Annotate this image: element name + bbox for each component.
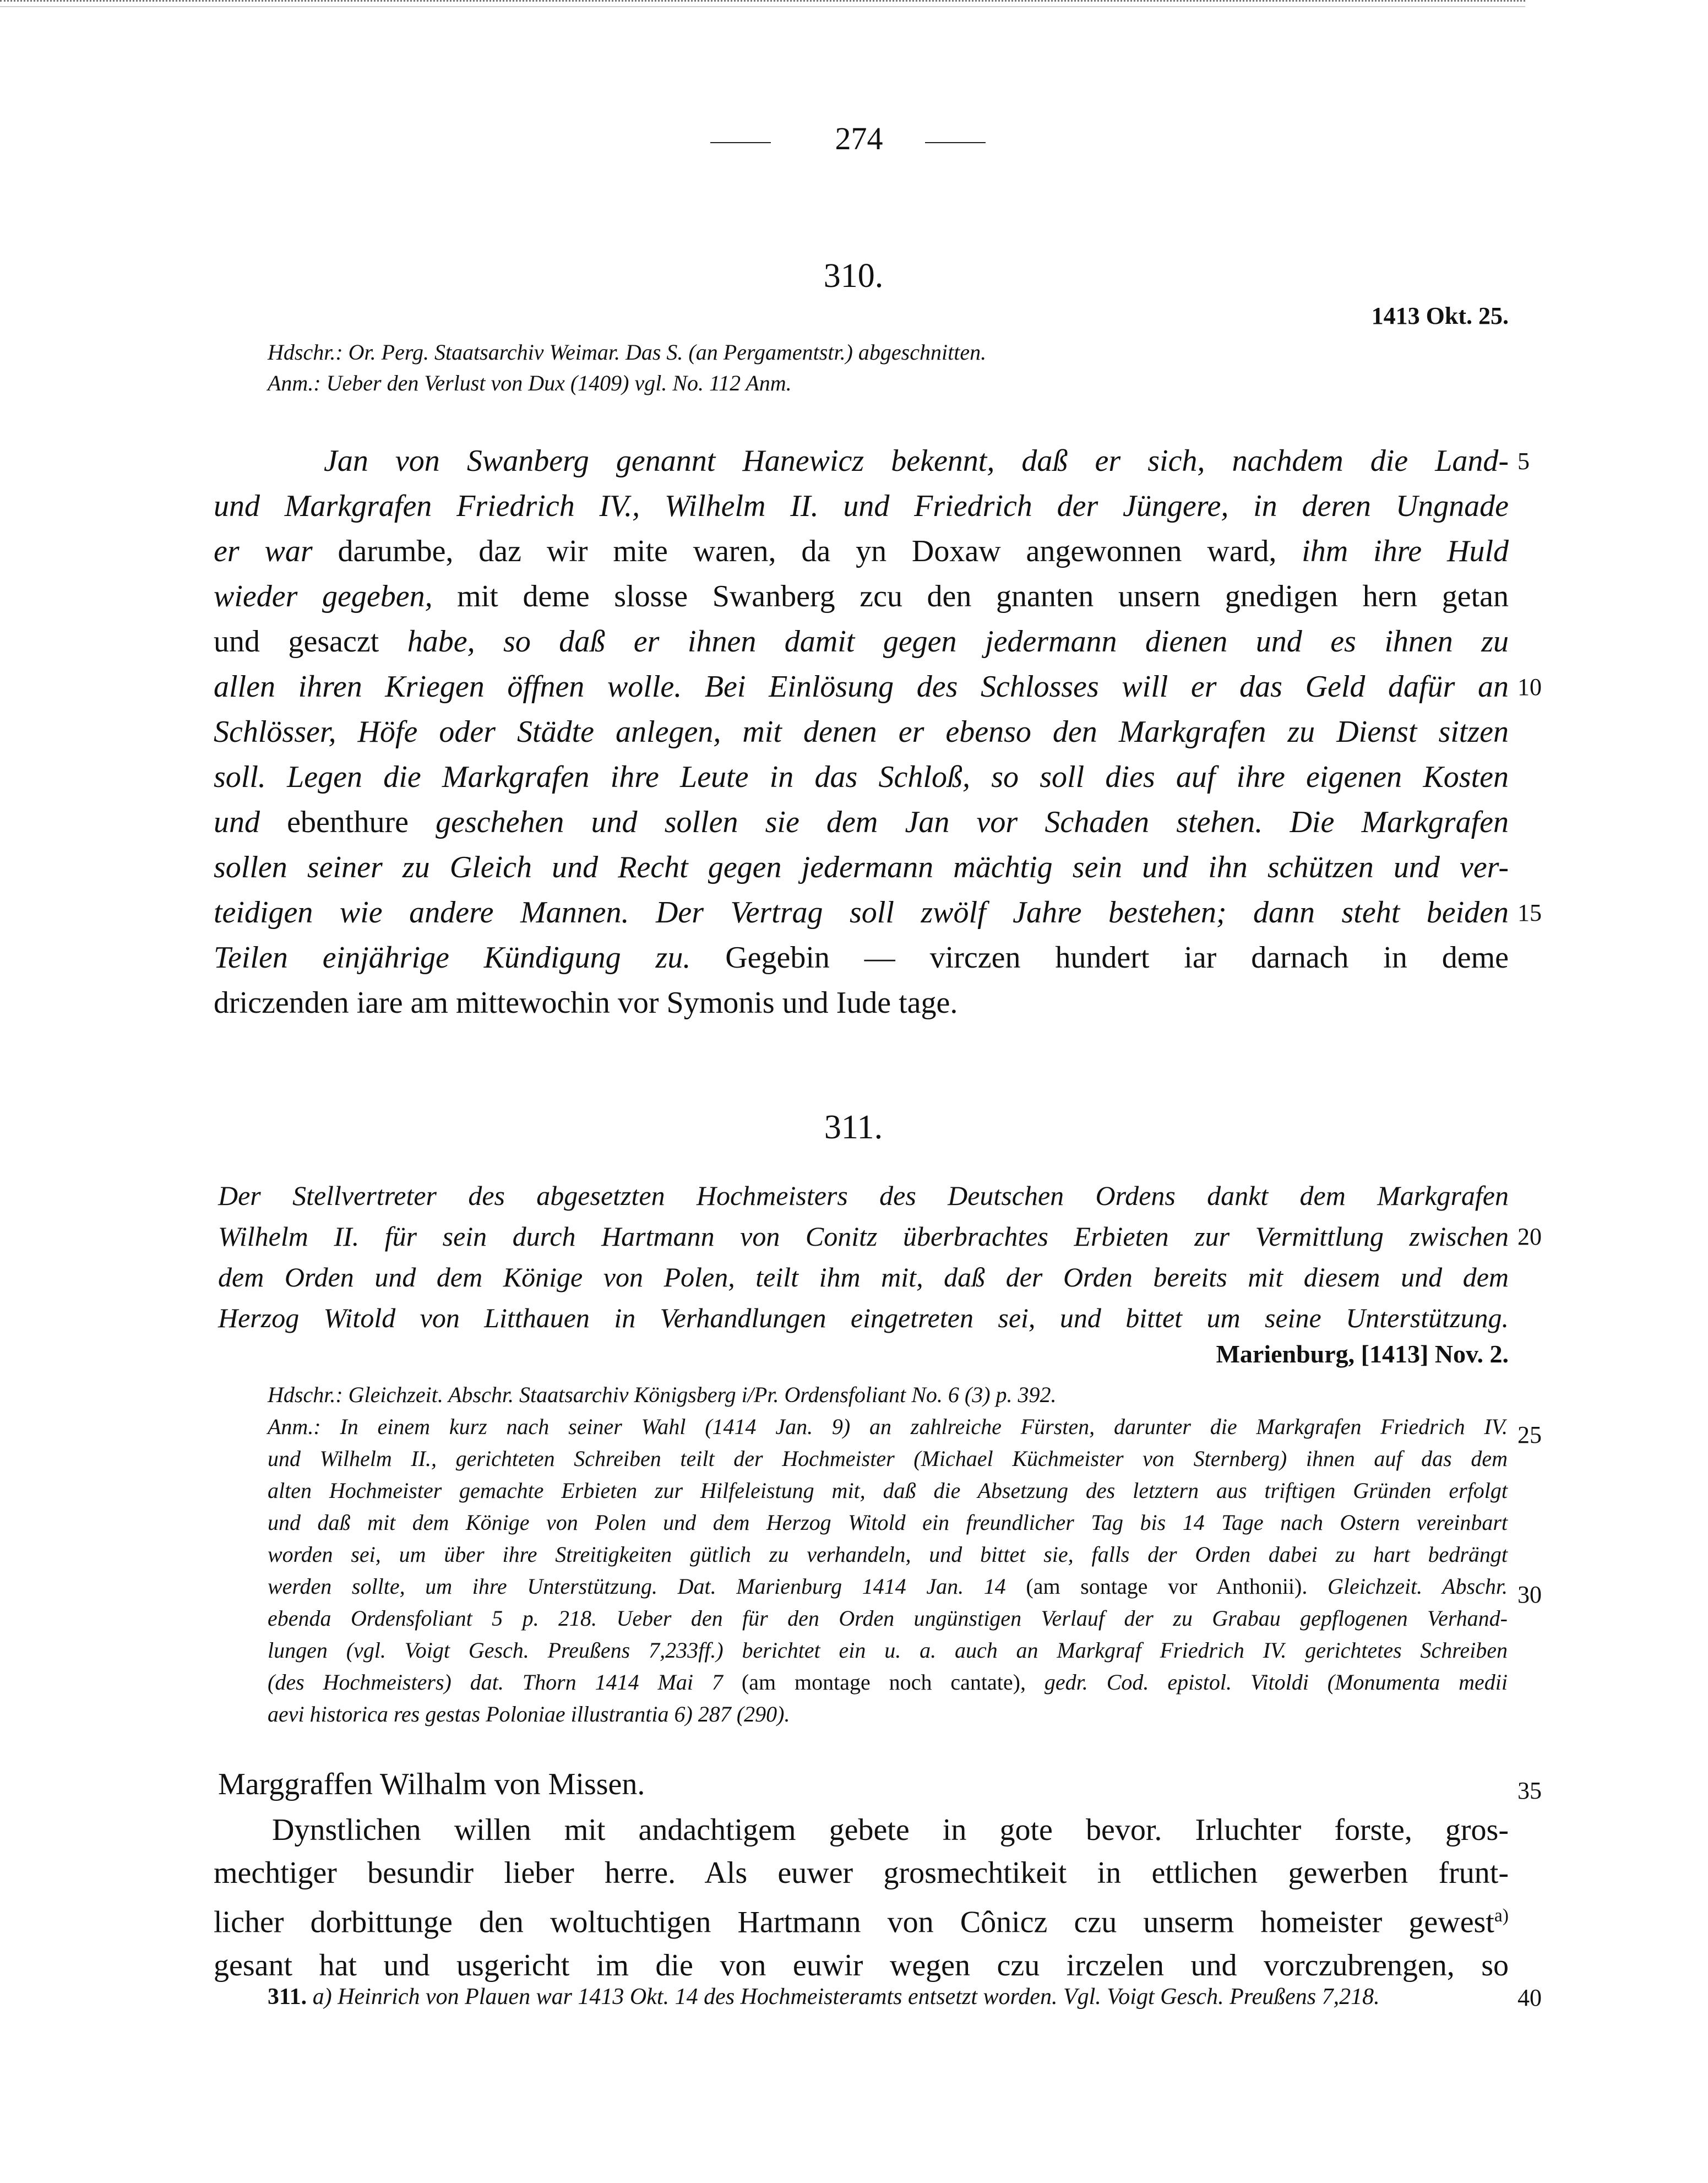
note-line <box>268 1411 1508 1443</box>
text-line <box>214 709 1509 754</box>
page-number: 274 <box>835 121 883 156</box>
note-line <box>268 1571 1508 1603</box>
italic-segment: lungen (vgl. Voigt Gesch. Preußens 7,233ff.) berichtet ein u. a. auch an Markgraf Friedrich IV. gerichtetes Schreiben <box>268 1638 1508 1663</box>
letter-address: Marggraffen Wilhalm von Missen. <box>218 1767 645 1801</box>
footnote-ref: 311. <box>268 1984 307 2010</box>
document-number-311: 311. <box>824 1109 883 1146</box>
text-line <box>214 574 1509 619</box>
text-segment: gesant hat und usgericht im die von euwir wegen czu irczelen und vorczubrengen, so <box>214 1948 1509 1983</box>
italic-segment: soll. Legen die Markgrafen ihre Leute in das Schloß, so soll dies auf ihre eigenen Kosten <box>214 760 1509 794</box>
italic-segment: Teilen einjährige Kündigung zu. <box>214 941 691 975</box>
note-line <box>268 1603 1508 1634</box>
text-segment: Gegebin — virczen hundert iar darnach in deme <box>690 941 1509 975</box>
italic-segment: allen ihren Kriegen öffnen wolle. Bei Einlösung des Schlosses will er das Geld dafür an <box>214 670 1509 704</box>
text-line <box>214 1944 1509 1987</box>
summary-line: dem Orden und dem Könige von Polen, teilt ihm mit, daß der Orden bereits mit diesem und dem <box>218 1262 1509 1293</box>
text-line <box>214 800 1509 845</box>
document-number-310: 310. <box>823 257 884 295</box>
text-line <box>214 438 1509 484</box>
regest-summary-311 <box>218 1175 1509 1338</box>
line-number-30: 30 <box>1517 1581 1542 1608</box>
line-number-15: 15 <box>1517 899 1542 926</box>
italic-segment: worden sei, um über ihre Streitigkeiten gütlich zu verhandeln, und bittet sie, falls der Orden dabei zu hart bedrängt <box>268 1542 1508 1567</box>
italic-segment: ihm ihre Huld <box>1302 534 1509 568</box>
italic-segment: Jan von Swanberg genannt Hanewicz bekennt, daß er sich, nachdem die Land- <box>324 444 1509 478</box>
text-segment: (am montage noch cantate), <box>722 1670 1045 1695</box>
italic-segment: Hdschr.: Gleichzeit. Abschr. Staatsarchiv Königsberg i/Pr. Ordensfoliant No. 6 (3) p. 392. <box>268 1382 1057 1407</box>
italic-segment: gedr. Cod. epistol. Vitoldi (Monumenta medii <box>1044 1670 1508 1695</box>
italic-segment: geschehen und sollen sie dem Jan vor Schaden stehen. Die Markgrafen <box>436 805 1509 839</box>
text-line <box>214 890 1509 935</box>
italic-segment: und Markgrafen Friedrich IV., Wilhelm II. und Friedrich der Jüngere, in deren Ungnade <box>214 489 1509 523</box>
note-line <box>268 1475 1508 1507</box>
note-line <box>268 1634 1508 1666</box>
line-number-40: 40 <box>1517 1984 1542 2011</box>
document-date-310: 1413 Okt. 25. <box>1371 302 1509 329</box>
note-line <box>268 1666 1508 1698</box>
text-line <box>214 980 1509 1025</box>
line-number-25: 25 <box>1517 1421 1542 1448</box>
text-segment: mechtiger besundir lieber herre. Als euwer grosmechtikeit in ettlichen gewerben frunt- <box>214 1856 1509 1890</box>
italic-segment: alten Hochmeister gemachte Erbieten zur Hilfeleistung mit, daß die Absetzung des letztern aus triftigen Gründen erfolgt <box>268 1478 1508 1503</box>
text-line <box>214 1851 1509 1894</box>
source-line: Hdschr.: Or. Perg. Staatsarchiv Weimar. Das S. (an Pergamentstr.) abgeschnitten. <box>268 340 987 365</box>
text-segment: ebenthure <box>260 805 436 839</box>
italic-segment: (des Hochmeisters) dat. Thorn 1414 Mai 7 <box>268 1670 723 1695</box>
note-line <box>268 1539 1508 1571</box>
text-line <box>214 1894 1509 1944</box>
line-number-10: 10 <box>1517 674 1542 700</box>
source-note-310 <box>268 337 1479 399</box>
footnote <box>268 1984 1509 2010</box>
italic-segment: wieder gegeben, <box>214 579 433 613</box>
footnote-marker: a) <box>1494 1905 1509 1926</box>
source-line: Anm.: Ueber den Verlust von Dux (1409) vgl. No. 112 Anm. <box>268 371 792 395</box>
note-line <box>268 1698 1508 1730</box>
note-line <box>268 1443 1508 1475</box>
text-line <box>214 935 1509 980</box>
line-number-5: 5 <box>1517 448 1530 475</box>
italic-segment: ebenda Ordensfoliant 5 p. 218. Ueber den für den Orden ungünstigen Verlauf der zu Grabau gepflogenen Verhand- <box>268 1606 1508 1631</box>
note-line <box>268 1379 1508 1411</box>
text-segment: und gesaczt <box>214 625 407 659</box>
text-segment: Dynstlichen willen mit andachtigem gebete in gote bevor. Irluchter forste, gros- <box>272 1813 1509 1847</box>
text-line <box>214 664 1509 709</box>
scan-top-edge <box>0 0 1525 7</box>
header-rule-left <box>710 142 771 143</box>
text-segment: driczenden iare am mittewochin vor Symonis und Iude tage. <box>214 986 958 1020</box>
italic-segment: Gleichzeit. Abschr. <box>1328 1574 1508 1599</box>
italic-segment: er war <box>214 534 313 568</box>
regest-text-310 <box>214 438 1509 1025</box>
text-line <box>214 1809 1509 1851</box>
text-segment: darumbe, daz wir mite waren, da yn Doxaw angewonnen ward, <box>312 534 1302 568</box>
text-segment: licher dorbittunge den woltuchtigen Hartmann von Cônicz czu unserm homeister gewest <box>214 1905 1494 1940</box>
header-rule-right <box>925 142 986 143</box>
text-line <box>214 529 1509 574</box>
note-line <box>268 1507 1508 1539</box>
line-number-20: 20 <box>1517 1223 1542 1250</box>
italic-segment: teidigen wie andere Mannen. Der Vertrag soll zwölf Jahre bestehen; dann steht beiden <box>214 895 1509 930</box>
text-segment: mit deme slosse Swanberg zcu den gnanten unsern gnedigen hern getan <box>432 579 1509 613</box>
text-line <box>214 754 1509 800</box>
summary-line: Herzog Witold von Litthauen in Verhandlungen eingetreten sei, und bittet um seine Unterstützung. <box>218 1302 1509 1333</box>
letter-text-311 <box>214 1809 1509 1987</box>
italic-segment: werden sollte, um ihre Unterstützung. Dat. Marienburg 1414 Jan. 14 <box>268 1574 1006 1599</box>
summary-line: Der Stellvertreter des abgesetzten Hochmeisters des Deutschen Ordens dankt dem Markgrafen <box>218 1180 1509 1211</box>
italic-segment: sollen seiner zu Gleich und Recht gegen jedermann mächtig sein und ihn schützen und ver- <box>214 850 1509 884</box>
italic-segment: und Wilhelm II., gerichteten Schreiben teilt der Hochmeister (Michael Küchmeister von Sternberg) ihnen auf das dem <box>268 1446 1508 1471</box>
footnote-text: a) Heinrich von Plauen war 1413 Okt. 14 des Hochmeisteramts entsetzt worden. Vgl. Voigt Gesch. Preußens 7,218. <box>312 1984 1380 2010</box>
italic-segment: und <box>214 805 260 839</box>
italic-segment: aevi historica res gestas Poloniae illustrantia 6) 287 (290). <box>268 1702 790 1726</box>
line-number-35: 35 <box>1517 1777 1542 1804</box>
italic-segment: habe, so daß er ihnen damit gegen jedermann dienen und es ihnen zu <box>407 625 1509 659</box>
text-segment: (am sontage vor Anthonii). <box>1005 1574 1328 1599</box>
italic-segment: Schlösser, Höfe oder Städte anlegen, mit denen er ebenso den Markgrafen zu Dienst sitzen <box>214 715 1509 749</box>
italic-segment: und daß mit dem Könige von Polen und dem Herzog Witold ein freundlicher Tag bis 14 Tage nach Ostern vereinbart <box>268 1510 1508 1535</box>
text-line <box>214 484 1509 529</box>
italic-segment: Anm.: In einem kurz nach seiner Wahl (1414 Jan. 9) an zahlreiche Fürsten, darunter die Markgrafen Friedrich IV. <box>268 1414 1508 1439</box>
text-line <box>214 619 1509 664</box>
text-line <box>214 845 1509 890</box>
summary-line: Wilhelm II. für sein durch Hartmann von Conitz überbrachtes Erbieten zur Vermittlung zwischen <box>218 1221 1509 1252</box>
notes-311 <box>268 1379 1508 1730</box>
place-date-311: Marienburg, [1413] Nov. 2. <box>1216 1340 1509 1368</box>
